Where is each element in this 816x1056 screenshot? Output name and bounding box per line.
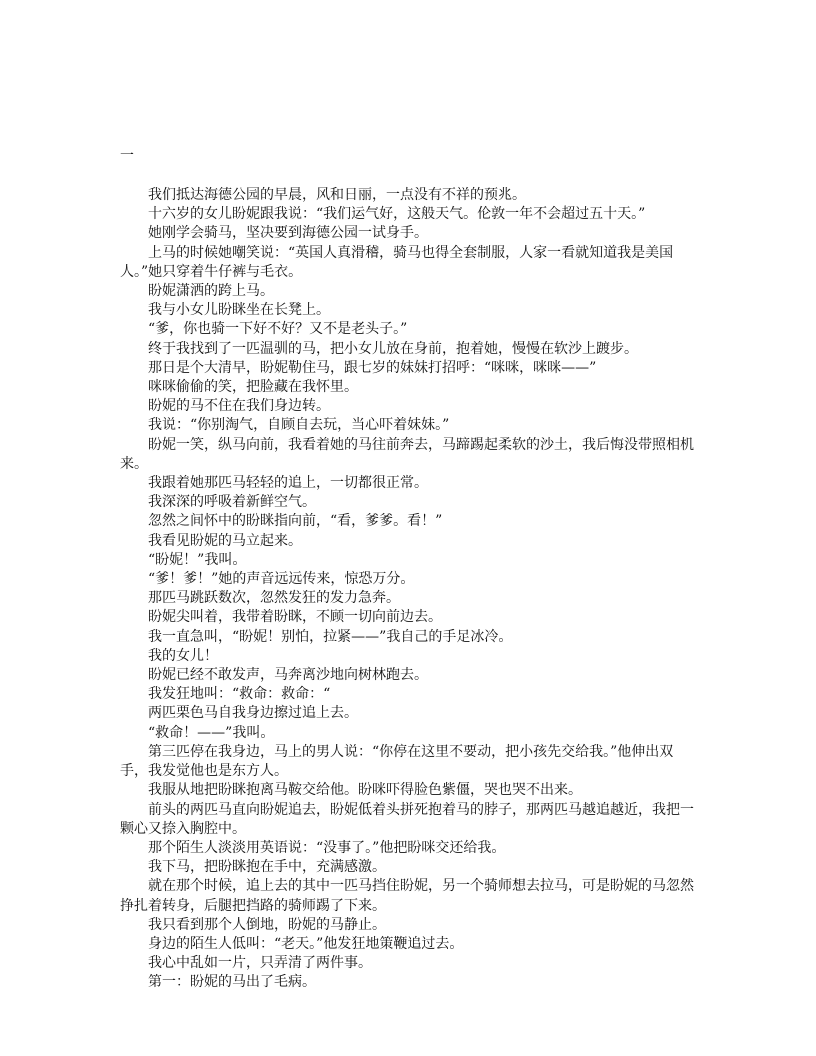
paragraph: 第一：盼妮的马出了毛病。 xyxy=(148,974,316,991)
paragraph: 那个陌生人淡淡用英语说：“没事了。”他把盼咪交还给我。 xyxy=(148,839,506,856)
paragraph: 第三匹停在我身边，马上的男人说：“你停在这里不要动，把小孩先交给我。”他伸出双手，我发觉他也是东方人。 xyxy=(120,743,674,780)
paragraph: 终于我找到了一匹温驯的马，把小女儿放在身前，抱着她，慢慢在软沙上踱步。 xyxy=(148,340,638,357)
paragraph: 咪咪偷偷的笑，把脸藏在我怀里。 xyxy=(148,379,358,396)
paragraph: 那日是个大清早，盼妮勒住马，跟七岁的妹妹打招呼：“咪咪，咪咪——” xyxy=(148,359,597,376)
paragraph: 我一直急叫，“盼妮！别怕，拉紧——”我自己的手足冰冷。 xyxy=(148,628,513,645)
paragraph: 盼妮一笑，纵马向前，我看着她的马往前奔去，马蹄踢起柔软的沙土，我后悔没带照相机来。 xyxy=(120,436,694,472)
paragraph: 我说：“你别淘气，自顾自去玩，当心吓着妹妹。” xyxy=(148,417,450,434)
paragraph: “盼妮！”我叫。 xyxy=(148,551,247,568)
paragraph: 忽然之间怀中的盼眯指向前，“看，爹爹。看！” xyxy=(148,513,443,530)
paragraph: 上马的时候她嘲笑说：“英国人真滑稽，骑马也得全套制服，人家一看就知道我是美国人。”她只穿着牛仔裤与毛衣。 xyxy=(120,244,674,280)
paragraph: 我深深的呼吸着新鲜空气。 xyxy=(148,494,316,511)
paragraph: 我心中乱如一片，只弄清了两件事。 xyxy=(148,955,372,972)
paragraph: 前头的两匹马直向盼妮追去，盼妮低着头拼死抱着马的脖子，那两匹马越追越近，我把一颗心又捺入胸腔中。 xyxy=(120,801,694,837)
paragraph: 身边的陌生人低叫：“老天。”他发狂地策鞭追过去。 xyxy=(148,935,464,952)
paragraph: “爹！爹！”她的声音远远传来，惊恐万分。 xyxy=(148,571,415,588)
section-number: 一 xyxy=(120,148,134,164)
paragraph: 我的女儿！ xyxy=(148,647,218,664)
paragraph: 十六岁的女儿盼妮跟我说：“我们运气好，这般天气。伦敦一年不会超过五十天。” xyxy=(148,206,646,223)
paragraph: 我只看到那个人倒地，盼妮的马静止。 xyxy=(148,916,386,933)
paragraph: 我服从地把盼眯抱离马鞍交给他。盼咪吓得脸色紫僵，哭也哭不出来。 xyxy=(148,782,582,799)
paragraph: 盼妮的马不住在我们身边转。 xyxy=(148,398,330,415)
paragraph: 我下马，把盼眯抱在手中，充满感激。 xyxy=(148,859,386,876)
story-body xyxy=(120,186,700,993)
paragraph: 她刚学会骑马，坚决要到海德公园一试身手。 xyxy=(148,225,428,242)
paragraph: 盼妮尖叫着，我带着盼眯，不顾一切向前边去。 xyxy=(148,609,442,626)
paragraph: 我看见盼妮的马立起来。 xyxy=(148,532,302,549)
paragraph: 我发狂地叫：“救命：救命：“ xyxy=(148,686,331,703)
paragraph: 盼妮已经不敢发声，马奔离沙地向树林跑去。 xyxy=(148,667,428,684)
paragraph: 盼妮潇洒的跨上马。 xyxy=(148,283,274,300)
paragraph: 那匹马跳跃数次，忽然发狂的发力急奔。 xyxy=(148,590,400,607)
paragraph: “爹，你也骑一下好不好？又不是老头子。” xyxy=(148,321,408,338)
paragraph: 我们抵达海德公园的早晨，风和日丽，一点没有不祥的预兆。 xyxy=(148,187,526,203)
paragraph: 我跟着她那匹马轻轻的追上，一切都很正常。 xyxy=(148,475,428,492)
paragraph: 两匹栗色马自我身边擦过追上去。 xyxy=(148,705,358,722)
paragraph: 我与小女儿盼眯坐在长凳上。 xyxy=(148,302,330,319)
paragraph: “救命！——”我叫。 xyxy=(148,724,275,741)
paragraph: 就在那个时候，追上去的其中一匹马挡住盼妮，另一个骑师想去拉马，可是盼妮的马忽然挣扎着转身，后腿把挡路的骑师踢了下来。 xyxy=(120,878,694,914)
